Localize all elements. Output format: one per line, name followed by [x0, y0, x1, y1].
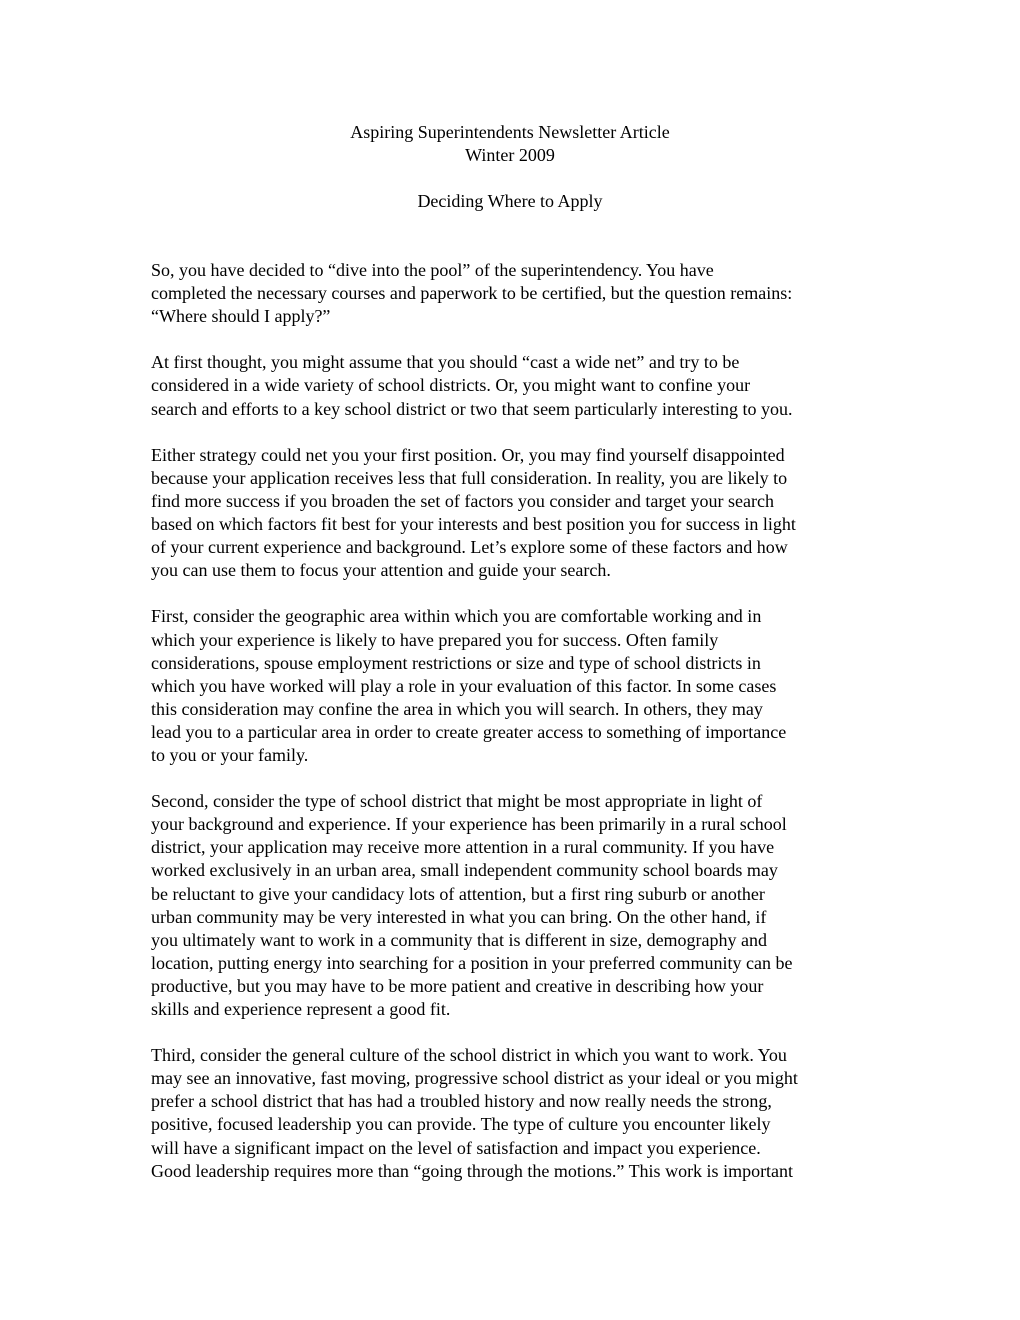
paragraph-line: lead you to a particular area in order to create greater access to something of importance — [151, 721, 787, 742]
paragraph-line: be reluctant to give your candidacy lots of attention, but a first ring suburb or another — [151, 883, 765, 904]
paragraph-line: may see an innovative, fast moving, progressive school district as your ideal or you might — [151, 1068, 798, 1089]
paragraph-2 — [151, 351, 881, 420]
paragraph-1 — [151, 259, 881, 328]
paragraph-line: productive, but you may have to be more patient and creative in describing how your — [151, 975, 764, 996]
article-subtitle-block — [0, 190, 1020, 213]
paragraph-line: because your application receives less that full consideration. In reality, you are likely to — [151, 467, 788, 488]
paragraph-line: your background and experience. If your experience has been primarily in a rural school — [151, 814, 787, 835]
article-header — [0, 121, 1020, 167]
paragraph-line: which your experience is likely to have prepared you for success. Often family — [151, 629, 719, 650]
paragraph-line: At first thought, you might assume that you should “cast a wide net” and try to be — [151, 352, 740, 373]
paragraph-line: prefer a school district that has had a troubled history and now really needs the strong, — [151, 1091, 772, 1112]
article-body — [151, 259, 881, 1206]
paragraph-line: find more success if you broaden the set of factors you consider and target your search — [151, 490, 774, 511]
paragraph-line: considered in a wide variety of school districts. Or, you might want to confine your — [151, 375, 751, 396]
paragraph-line: search and efforts to a key school district or two that seem particularly interesting to you. — [151, 398, 793, 419]
paragraph-line: will have a significant impact on the level of satisfaction and impact you experience. — [151, 1137, 761, 1158]
paragraph-line: which you have worked will play a role in your evaluation of this factor. In some cases — [151, 675, 777, 696]
paragraph-line: Third, consider the general culture of the school district in which you want to work. You — [151, 1045, 787, 1066]
paragraph-5 — [151, 790, 881, 1021]
paragraph-6 — [151, 1044, 881, 1183]
paragraph-line: based on which factors fit best for your interests and best position you for success in light — [151, 514, 796, 535]
paragraph-line: you can use them to focus your attention and guide your search. — [151, 560, 611, 581]
paragraph-line: worked exclusively in an urban area, small independent community school boards may — [151, 860, 778, 881]
paragraph-line: you ultimately want to work in a community that is different in size, demography and — [151, 929, 768, 950]
paragraph-line: considerations, spouse employment restrictions or size and type of school districts in — [151, 652, 761, 673]
paragraph-line: positive, focused leadership you can provide. The type of culture you encounter likely — [151, 1114, 771, 1135]
paragraph-line: this consideration may confine the area in which you will search. In others, they may — [151, 698, 763, 719]
paragraph-line: to you or your family. — [151, 744, 309, 765]
paragraph-line: district, your application may receive more attention in a rural community. If you have — [151, 837, 775, 858]
paragraph-line: urban community may be very interested in what you can bring. On the other hand, if — [151, 906, 767, 927]
paragraph-line: Second, consider the type of school district that might be most appropriate in light of — [151, 791, 763, 812]
paragraph-line: of your current experience and background. Let’s explore some of these factors and how — [151, 537, 788, 558]
article-subtitle: Deciding Where to Apply — [417, 191, 603, 211]
paragraph-line: location, putting energy into searching for a position in your preferred community can be — [151, 952, 793, 973]
article-title: Aspiring Superintendents Newsletter Article — [350, 122, 670, 142]
paragraph-line: Either strategy could net you your first position. Or, you may find yourself disappointed — [151, 444, 785, 465]
paragraph-line: Good leadership requires more than “going through the motions.” This work is important — [151, 1160, 794, 1181]
paragraph-line: So, you have decided to “dive into the pool” of the superintendency. You have — [151, 260, 714, 280]
paragraph-3 — [151, 444, 881, 583]
article-date: Winter 2009 — [465, 145, 555, 166]
paragraph-line: First, consider the geographic area within which you are comfortable working and in — [151, 606, 762, 627]
paragraph-4 — [151, 605, 881, 767]
paragraph-line: completed the necessary courses and paperwork to be certified, but the question remains: — [151, 283, 793, 304]
paragraph-line: skills and experience represent a good fit. — [151, 999, 451, 1019]
paragraph-line: “Where should I apply?” — [151, 306, 331, 327]
